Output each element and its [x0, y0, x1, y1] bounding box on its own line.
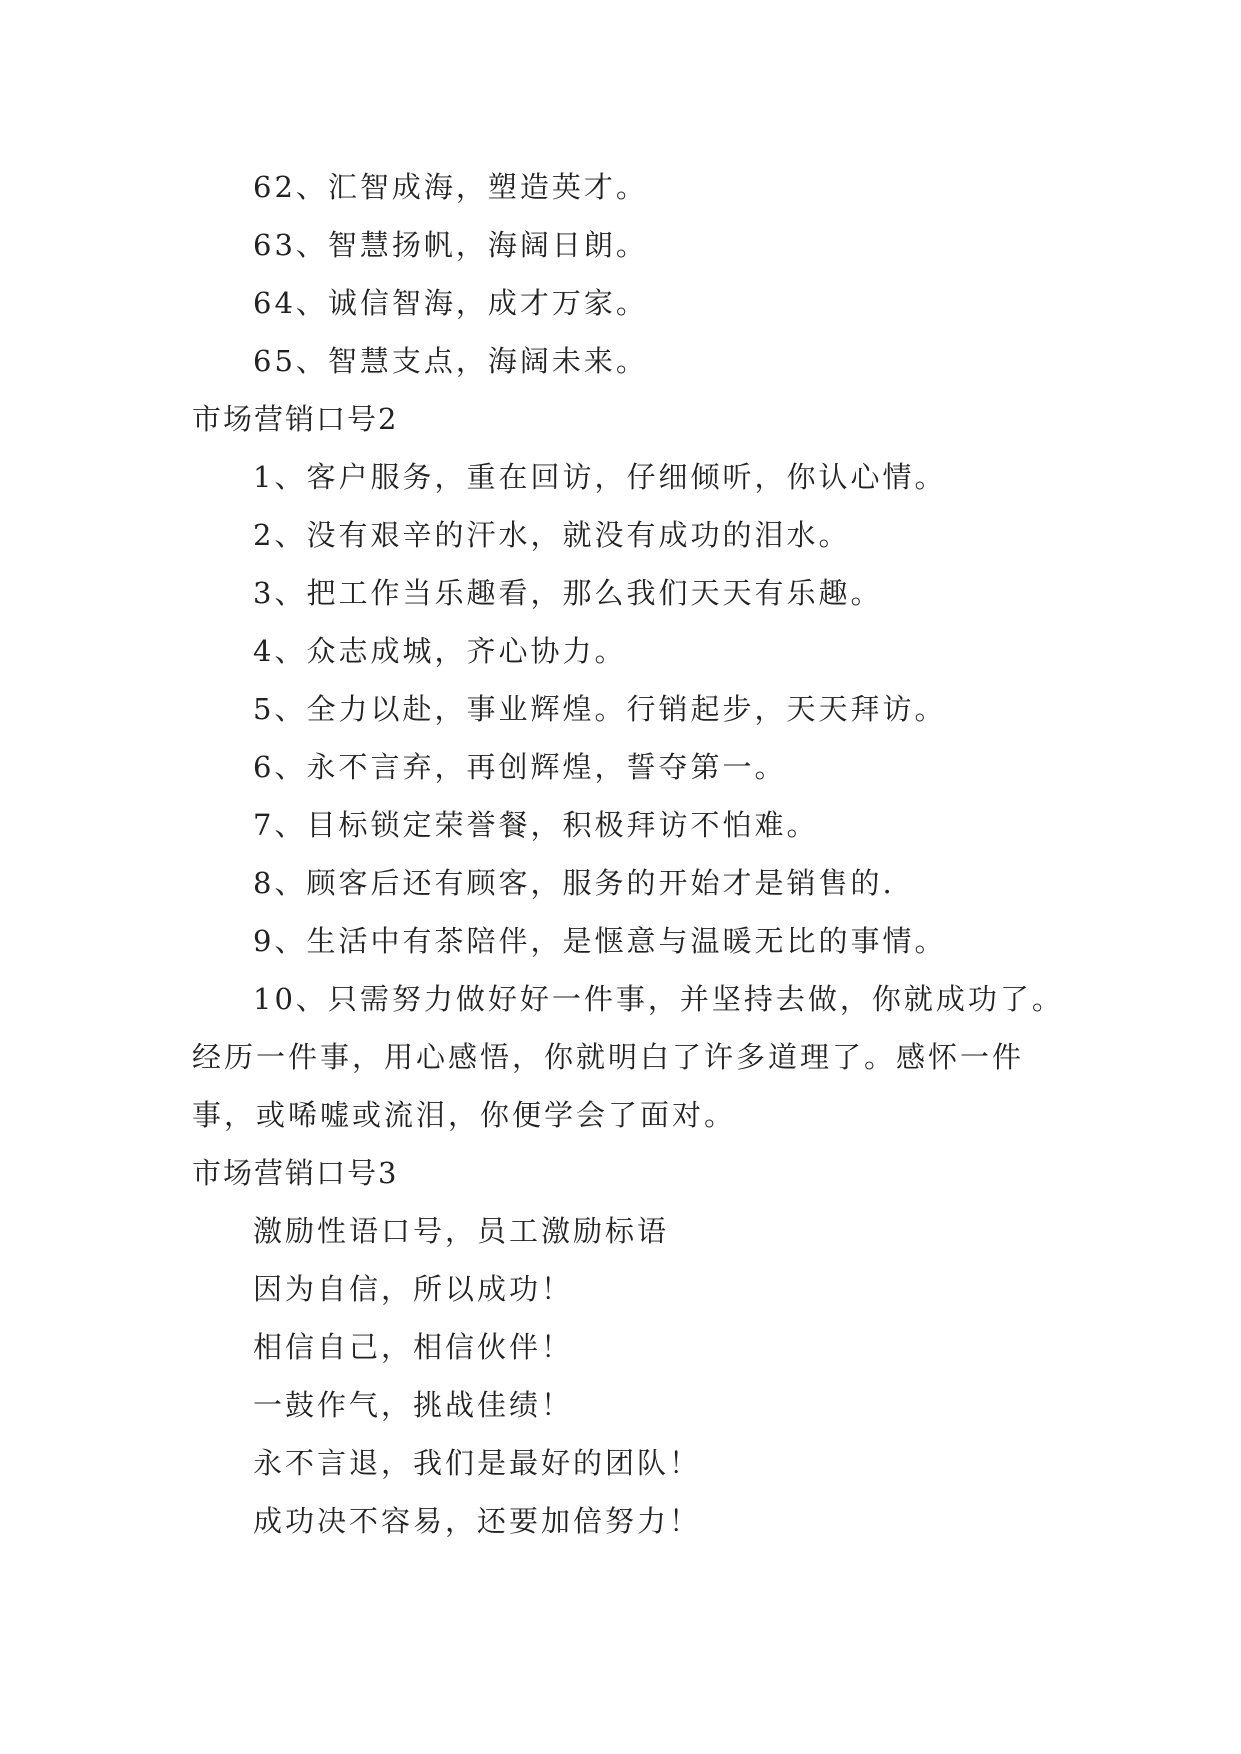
slogan-item: 一鼓作气，挑战佳绩！ — [253, 1388, 574, 1422]
slogan-item: 2、没有艰辛的汗水，就没有成功的泪水。 — [253, 518, 851, 552]
slogan-item: 因为自信，所以成功！ — [253, 1272, 574, 1306]
slogan-item: 65、智慧支点，海阔未来。 — [253, 344, 648, 378]
paragraph-line: 事，或唏嘘或流泪，你便学会了面对。 — [192, 1098, 737, 1132]
slogan-item: 4、众志成城，齐心协力。 — [253, 634, 627, 668]
slogan-item: 63、智慧扬帆，海阔日朗。 — [253, 228, 648, 262]
slogan-item: 7、目标锁定荣誉餐，积极拜访不怕难。 — [253, 808, 819, 842]
slogan-item: 8、顾客后还有顾客，服务的开始才是销售的. — [253, 866, 895, 900]
slogan-item: 10、只需努力做好好一件事，并坚持去做，你就成功了。 — [253, 982, 1064, 1016]
slogan-item: 9、生活中有茶陪伴，是惬意与温暖无比的事情。 — [253, 924, 947, 958]
slogan-item: 3、把工作当乐趣看，那么我们天天有乐趣。 — [253, 576, 883, 610]
slogan-item: 成功决不容易，还要加倍努力！ — [253, 1504, 702, 1538]
slogan-item: 相信自己，相信伙伴！ — [253, 1330, 574, 1364]
slogan-item: 1、客户服务，重在回访，仔细倾听，你认心情。 — [253, 460, 947, 494]
paragraph-line: 经历一件事，用心感悟，你就明白了许多道理了。感怀一件 — [192, 1040, 1025, 1074]
section-heading: 市场营销口号2 — [192, 402, 399, 436]
slogan-item: 5、全力以赴，事业辉煌。行销起步，天天拜访。 — [253, 692, 947, 726]
slogan-item: 永不言退，我们是最好的团队！ — [253, 1446, 702, 1480]
section-heading: 市场营销口号3 — [192, 1156, 399, 1190]
slogan-item: 6、永不言弃，再创辉煌，誓夺第一。 — [253, 750, 787, 784]
slogan-item: 62、汇智成海，塑造英才。 — [253, 170, 648, 204]
slogan-item: 64、诚信智海，成才万家。 — [253, 286, 648, 320]
slogan-item: 激励性语口号，员工激励标语 — [253, 1214, 670, 1248]
